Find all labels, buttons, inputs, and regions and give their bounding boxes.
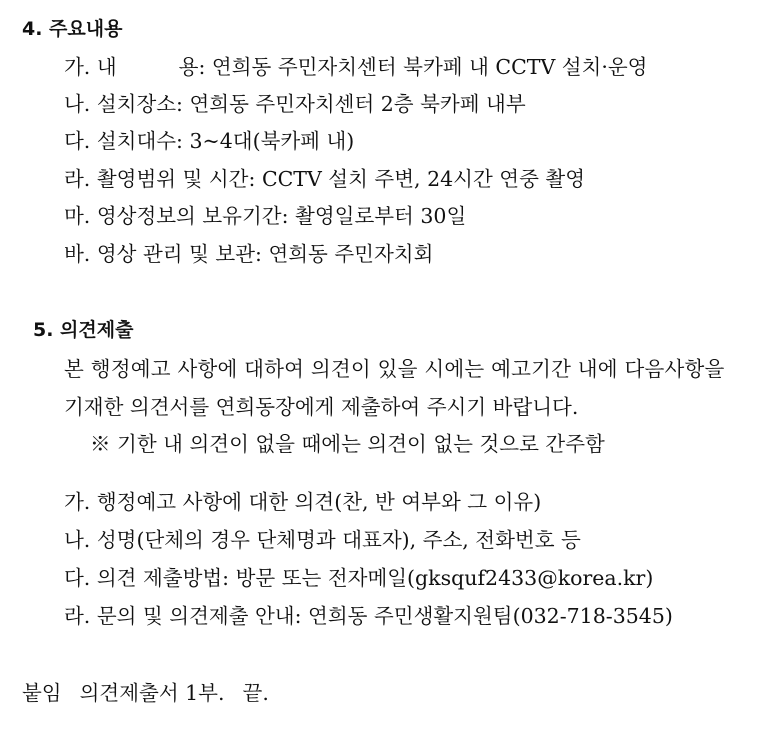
item-text: 연희동 주민자치센터 2층 북카페 내부 [189,92,526,116]
attachment-line [22,683,269,704]
item-label: 마. 영상정보의 보유기간: [64,204,289,228]
item-text: 연희동 주민자치회 [268,242,434,266]
item-label: 라. 촬영범위 및 시간: [64,167,256,191]
section-4-heading: 4. 주요내용 [22,18,123,40]
item-label: 다. 설치대수: [64,129,183,153]
paragraph-line: 본 행정예고 사항에 대하여 의견이 있을 시에는 예고기간 내에 다음사항을 [64,357,725,381]
paragraph-line: 기재한 의견서를 연희동장에게 제출하여 주시기 바랍니다. [64,395,579,419]
item-text: 촬영일로부터 30일 [295,204,467,228]
list-item [64,169,585,190]
list-item: 가. 행정예고 사항에 대한 의견(찬, 반 여부와 그 이유) [64,490,542,514]
item-label: 용: [178,55,206,79]
list-item [64,57,648,78]
item-label: 바. 영상 관리 및 보관: [64,242,262,266]
list-item [64,94,526,115]
note: ※ 기한 내 의견이 없을 때에는 의견이 없는 것으로 간주함 [90,432,605,456]
item-label: 나. 설치장소: [64,92,183,116]
list-item: 라. 문의 및 의견제출 안내: 연희동 주민생활지원팀(032-718-3545) [64,604,673,628]
item-text: 3~4대(북카페 내) [189,129,355,153]
item-label: 가. 내 [64,55,117,79]
list-item: 다. 의견 제출방법: 방문 또는 전자메일(gksquf2433@korea.kr) [64,566,654,590]
item-text: CCTV 설치 주변, 24시간 연중 촬영 [261,167,585,191]
attachment-label: 붙임 [22,681,62,705]
attachment-text: 의견제출서 1부. [79,681,225,705]
list-item: 나. 성명(단체의 경우 단체명과 대표자), 주소, 전화번호 등 [64,528,581,552]
list-item [64,244,433,265]
section-5-heading: 5. 의견제출 [33,319,134,341]
list-item [64,206,466,227]
list-item [64,131,354,152]
item-text: 연희동 주민자치센터 북카페 내 CCTV 설치·운영 [211,55,648,79]
end-mark: 끝. [242,681,269,705]
